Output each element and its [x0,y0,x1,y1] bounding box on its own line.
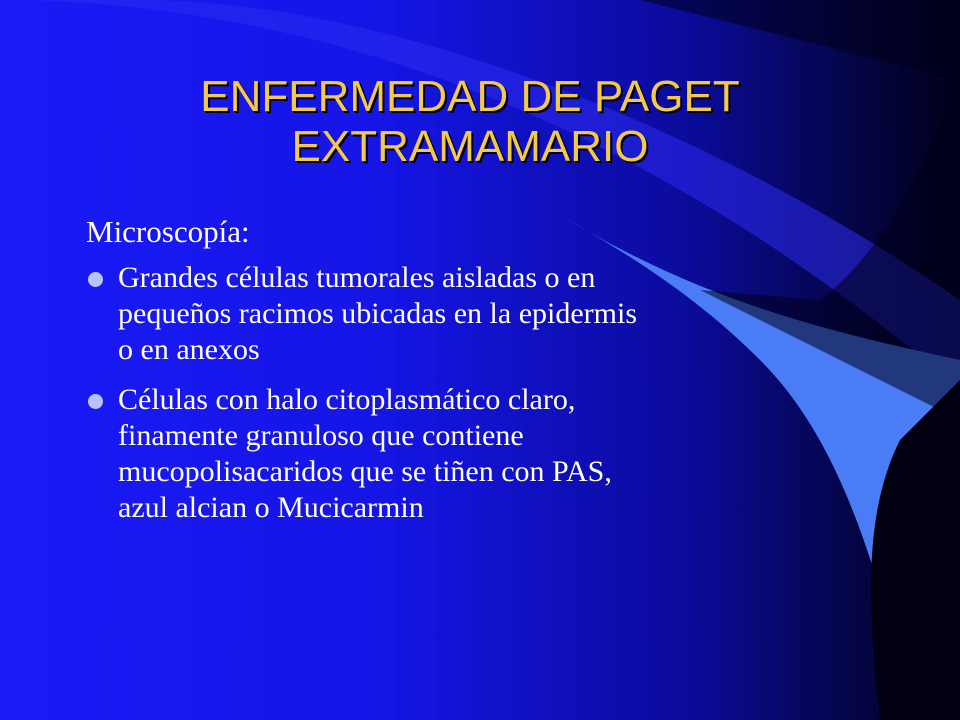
bullet-item [86,260,876,368]
bullet-text [118,260,876,368]
bullet-line: finamente granuloso que contiene [118,419,524,452]
title-line: ENFERMEDAD DE PAGET [200,72,740,121]
slide-title [120,72,820,172]
bullet-dot-icon [88,394,103,409]
bullet-line: mucopolisacaridos que se tiñen con PAS, [118,455,612,488]
section-heading: Microscopía: [86,214,250,249]
bullet-line: o en anexos [118,333,260,366]
bullet-line: pequeños racimos ubicadas en la epidermis [118,297,637,330]
bullet-line: Grandes células tumorales aisladas o en [118,261,596,294]
bullet-line: azul alcian o Mucicarmin [118,491,424,524]
bullet-list [86,260,876,526]
title-line: EXTRAMAMARIO [291,122,649,171]
bullet-item [86,382,876,526]
bullet-line: Células con halo citoplasmático claro, [118,383,576,416]
bullet-text [118,382,876,526]
slide-content [86,212,876,540]
bullet-dot-icon [88,272,103,287]
